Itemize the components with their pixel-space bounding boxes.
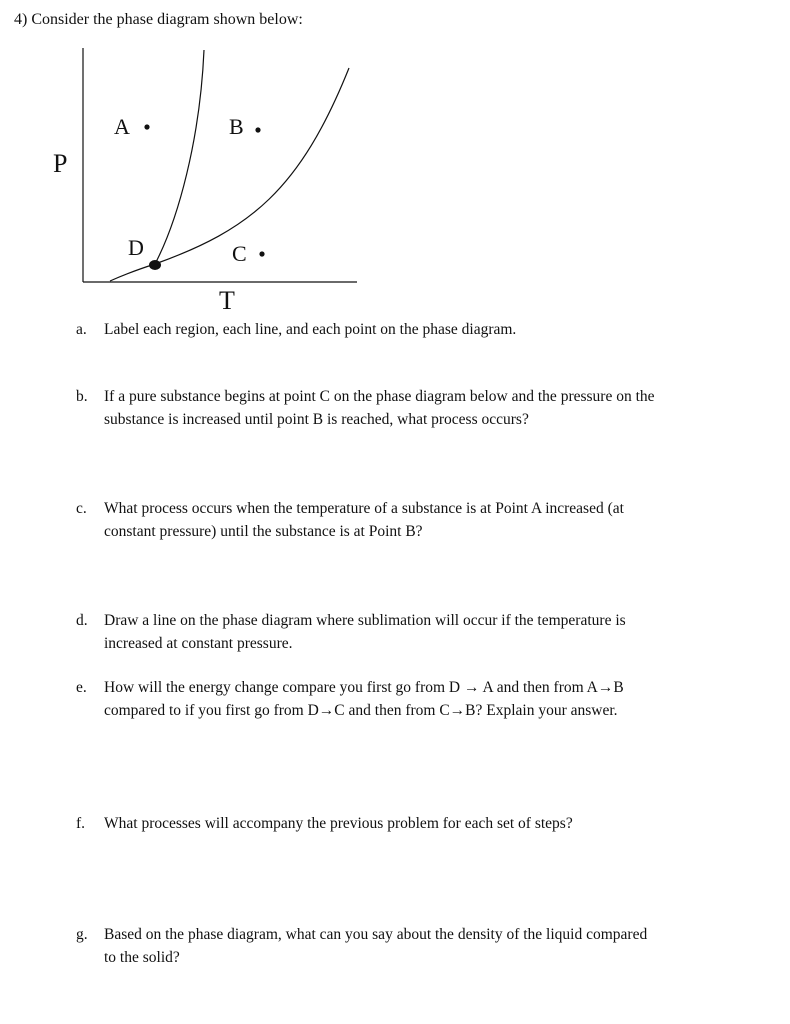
part-text: Based on the phase diagram, what can you say about the density of the liquid compared [104, 926, 648, 943]
part-text: to the solid? [104, 949, 180, 966]
part-text: compared to if you first go from D→C and then from C→B? Explain your answer. [104, 702, 618, 719]
part-letter: b. [76, 388, 88, 405]
part-letter: g. [76, 926, 88, 943]
pressure-axis-label: P [53, 149, 68, 178]
part-letter: e. [76, 679, 87, 696]
part-text: How will the energy change compare you first go from D → A and then from A→B [104, 679, 624, 696]
part-text: increased at constant pressure. [104, 635, 293, 652]
part-letter: d. [76, 612, 88, 629]
part-text: substance is increased until point B is reached, what process occurs? [104, 411, 529, 428]
point-c-label: C [232, 241, 247, 266]
melting-curve [155, 50, 204, 264]
part-letter: a. [76, 321, 87, 338]
part-text: Label each region, each line, and each point on the phase diagram. [104, 321, 517, 338]
part-text: What process occurs when the temperature of a substance is at Point A increased (at [104, 500, 624, 517]
point-b-label: B [229, 114, 244, 139]
sublimation-curve [110, 264, 155, 281]
temperature-axis-label: T [219, 286, 235, 315]
point-b-dot [255, 127, 260, 132]
question-title: 4) Consider the phase diagram shown below: [14, 11, 303, 28]
point-c-dot [259, 251, 264, 256]
part-text: constant pressure) until the substance is at Point B? [104, 523, 423, 540]
phase-diagram [0, 0, 790, 320]
part-letter: f. [76, 815, 86, 832]
part-letter: c. [76, 500, 87, 517]
part-text: What processes will accompany the previous problem for each set of steps? [104, 815, 573, 832]
point-a-dot [144, 124, 149, 129]
vaporization-curve [155, 68, 349, 264]
triple-point-marker [149, 260, 161, 270]
point-d-label: D [128, 235, 144, 260]
point-a-label: A [114, 114, 130, 139]
part-text: If a pure substance begins at point C on the phase diagram below and the pressure on the [104, 388, 655, 405]
part-text: Draw a line on the phase diagram where sublimation will occur if the temperature is [104, 612, 626, 629]
